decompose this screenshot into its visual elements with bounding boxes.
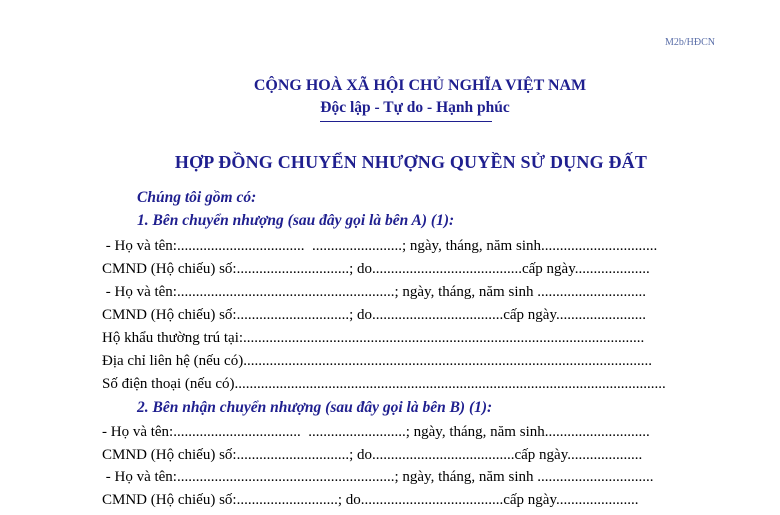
section-a-line: CMND (Hộ chiếu) số:..............................; do........................................cấp ngày....................	[102, 261, 650, 277]
section-b-line: CMND (Hộ chiếu) số:...........................; do......................................cấp ngày......................	[102, 492, 639, 508]
section-a-line: Hộ khẩu thường trú tại:...........................................................................................................	[102, 330, 645, 346]
national-motto: Độc lập - Tự do - Hạnh phúc	[320, 99, 510, 116]
section-b-line: - Họ và tên:..........................................................; ngày, tháng, năm sinh ...............................	[102, 469, 654, 485]
section-a-line: Địa chỉ liên hệ (nếu có).............................................................................................................	[102, 353, 652, 369]
intro-text: Chúng tôi gồm có:	[137, 189, 257, 206]
section-a-heading: 1. Bên chuyển nhượng (sau đây gọi là bên A) (1):	[137, 212, 455, 229]
form-code: M2b/HĐCN	[665, 37, 716, 48]
section-a-line: - Họ và tên:.................................. ........................; ngày, tháng, năm sinh...............................	[102, 238, 658, 254]
section-b-heading: 2. Bên nhận chuyển nhượng (sau đây gọi là bên B) (1):	[137, 399, 493, 416]
section-b-line: - Họ và tên:.................................. ..........................; ngày, tháng, năm sinh............................	[102, 424, 650, 440]
section-b-line: CMND (Hộ chiếu) số:..............................; do......................................cấp ngày....................	[102, 447, 643, 463]
section-a-line: - Họ và tên:..........................................................; ngày, tháng, năm sinh .............................	[102, 284, 646, 300]
section-a-line: CMND (Hộ chiếu) số:..............................; do...................................cấp ngày........................	[102, 307, 646, 323]
motto-underline	[320, 121, 492, 122]
national-header: CỘNG HOÀ XÃ HỘI CHỦ NGHĨA VIỆT NAM	[253, 77, 587, 94]
section-a-line: Số điện thoại (nếu có)...................................................................................................................	[102, 376, 666, 392]
contract-title: HỢP ĐỒNG CHUYỂN NHƯỢNG QUYỀN SỬ DỤNG ĐẤT	[174, 152, 648, 172]
